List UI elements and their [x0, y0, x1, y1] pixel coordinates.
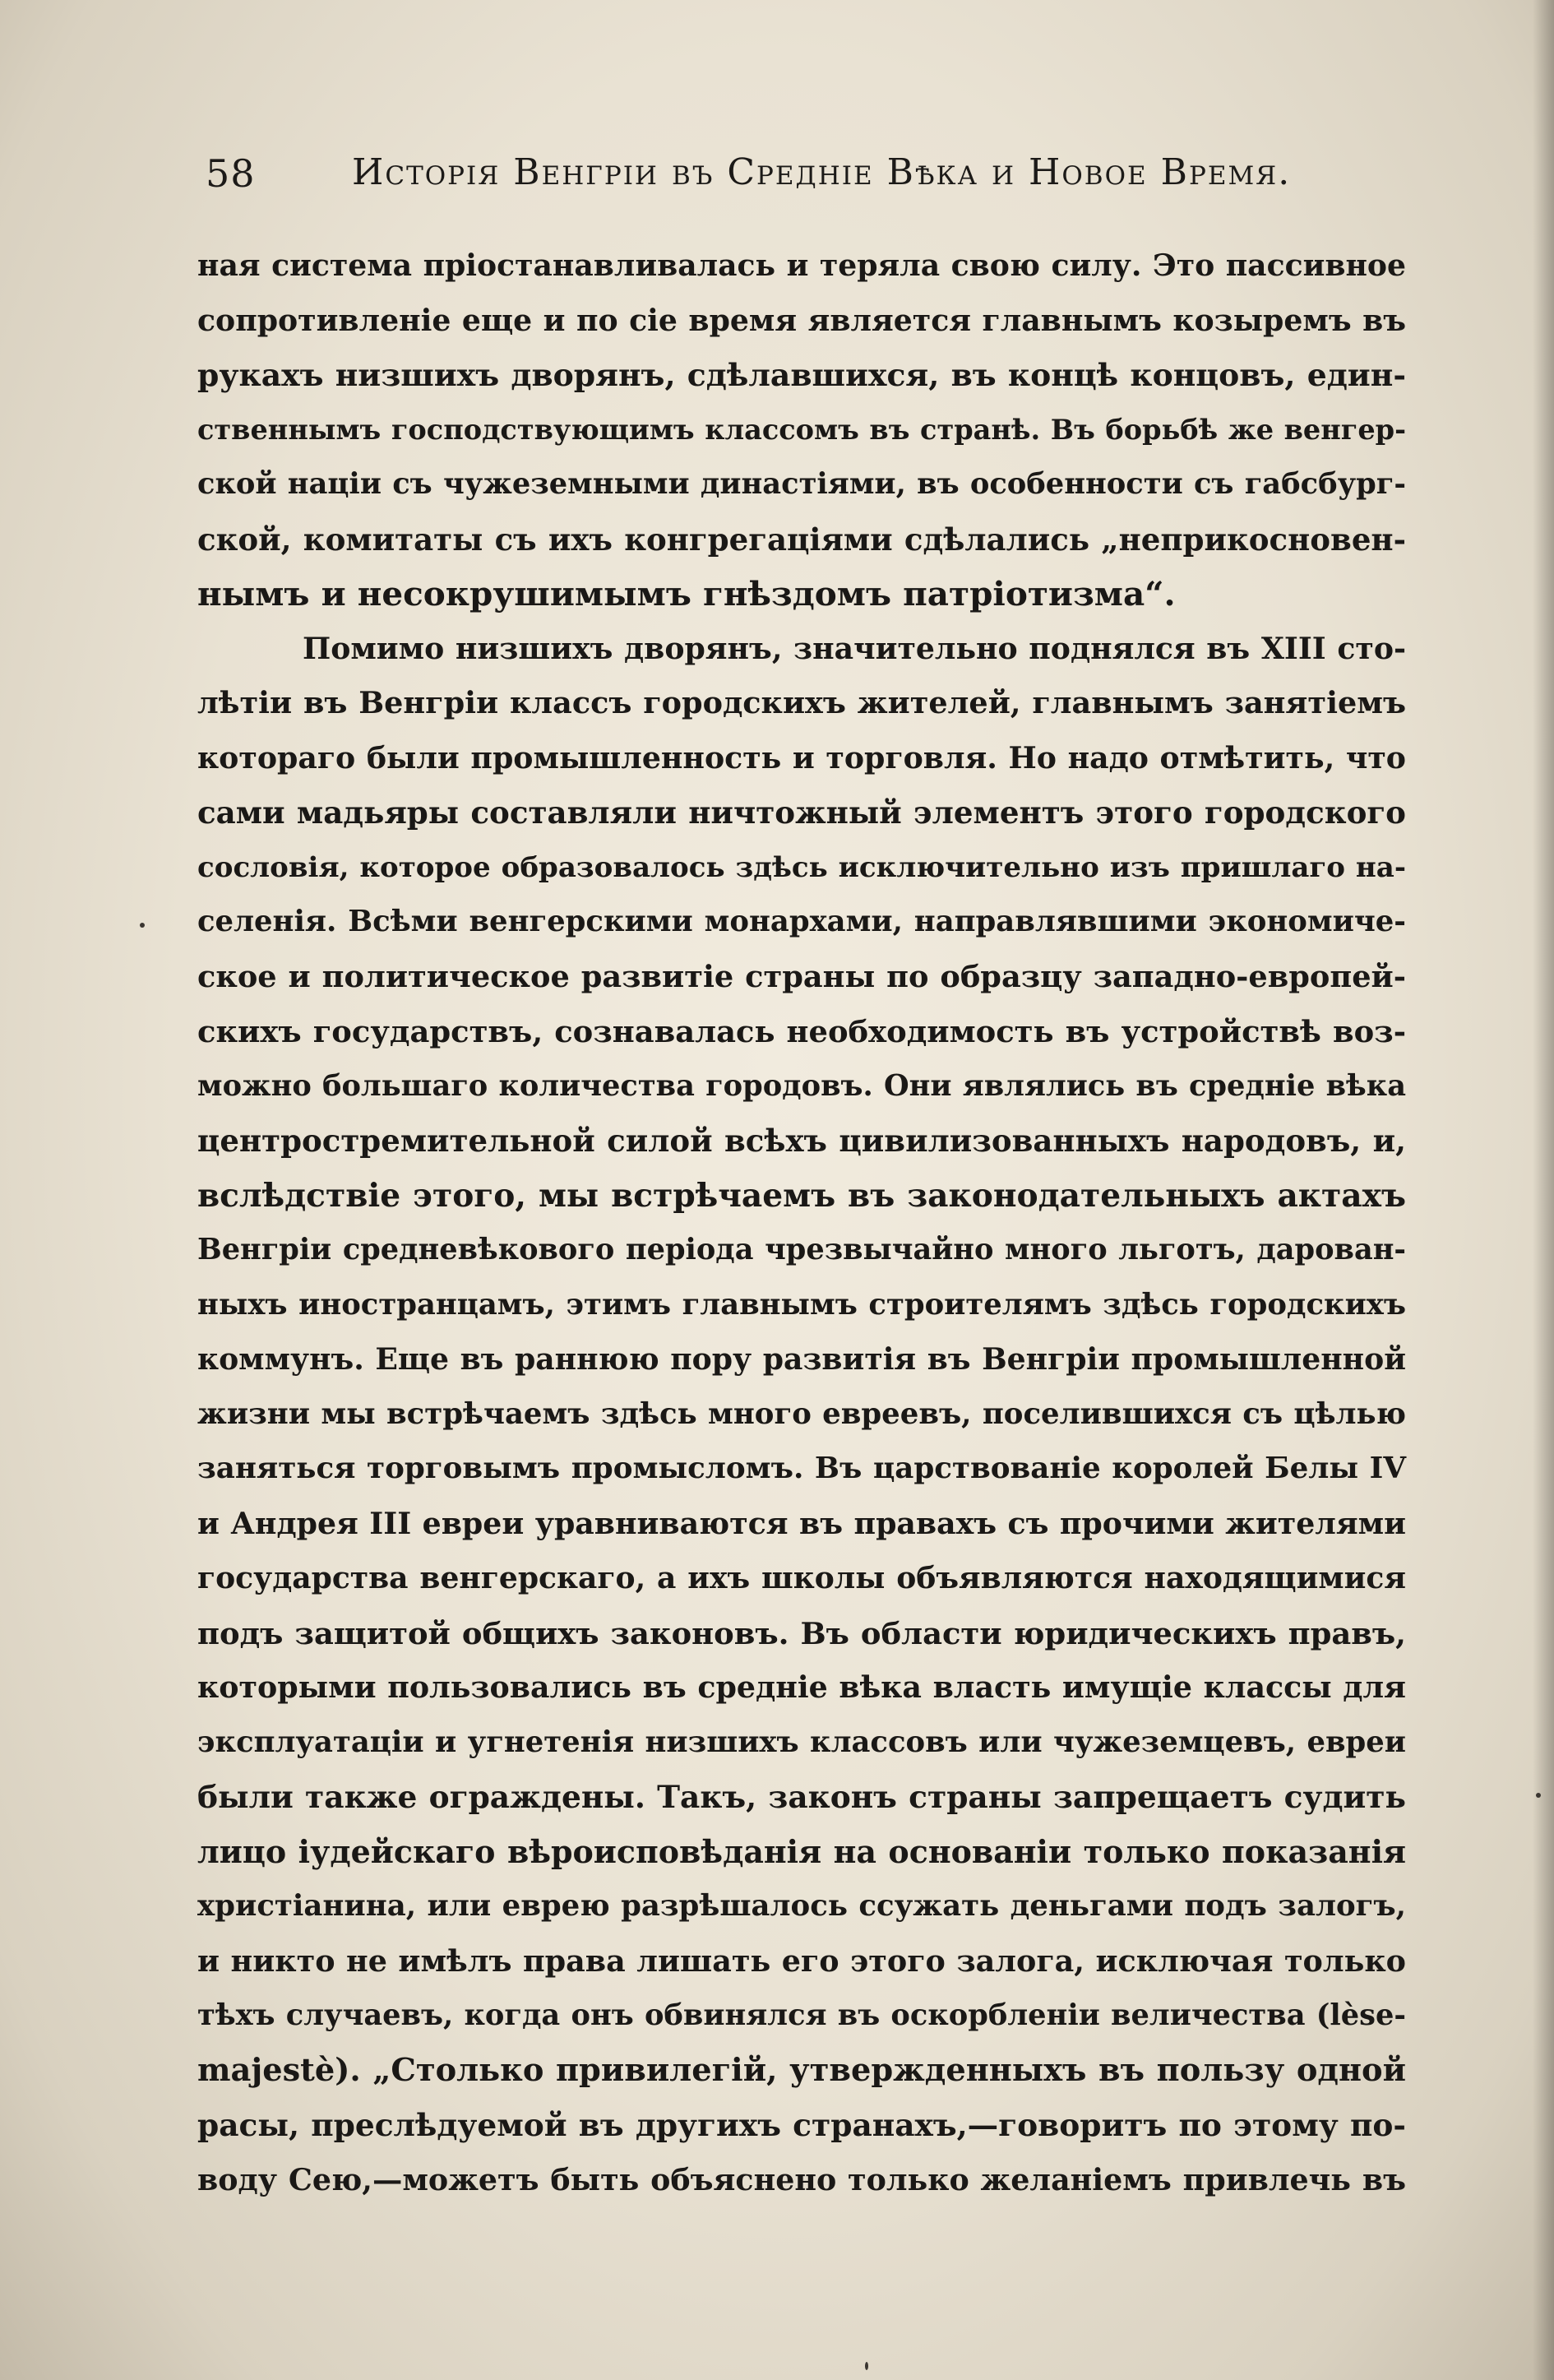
text-line: государства венгерскаго, а ихъ школы объявляются находящимися — [197, 1560, 1406, 1595]
text-line: лѣтіи въ Венгріи классъ городскихъ жителей, главнымъ занятіемъ — [197, 685, 1406, 720]
text-line: селенія. Всѣми венгерскими монархами, направлявшими экономиче- — [197, 905, 1406, 938]
text-line: которыми пользовались въ средніе вѣка власть имущіе классы для — [197, 1669, 1406, 1705]
text-line: ныхъ иностранцамъ, этимъ главнымъ строителямъ здѣсь городскихъ — [197, 1287, 1406, 1322]
body-text — [197, 238, 1406, 2207]
text-line: христіанина, или еврею разрѣшалось ссужать деньгами подъ залогъ, — [197, 1889, 1406, 1923]
ink-speck — [140, 923, 145, 928]
ink-speck — [865, 2362, 868, 2370]
text-line: заняться торговымъ промысломъ. Въ царствованіе королей Белы IV — [197, 1452, 1406, 1485]
ink-speck — [1536, 1793, 1541, 1798]
text-line: Помимо низшихъ дворянъ, значительно поднялся въ XIII сто- — [303, 630, 1406, 666]
text-line: эксплуатаціи и угнетенія низшихъ классовъ или чужеземцевъ, евреи — [197, 1725, 1406, 1759]
text-line: были также ограждены. Такъ, законъ страны запрещаетъ судить — [197, 1779, 1406, 1815]
text-line: ское и политическое развитіе страны по образцу западно-европей- — [197, 958, 1406, 994]
text-line: жизни мы встрѣчаемъ здѣсь много евреевъ, поселившихся съ цѣлью — [197, 1396, 1406, 1431]
text-line: ской націи съ чужеземными династіями, въ особенности съ габсбург- — [197, 467, 1406, 501]
paragraph-1 — [197, 238, 1406, 622]
text-line: рукахъ низшихъ дворянъ, сдѣлавшихся, въ концѣ концовъ, един- — [197, 357, 1406, 393]
text-line: скихъ государствъ, сознавалась необходимость въ устройствѣ воз- — [197, 1013, 1406, 1049]
text-line: коммунъ. Еще въ раннюю пору развитія въ Венгріи промышленной — [197, 1341, 1406, 1377]
running-title: Исторія Венгріи въ Средніе Вѣка и Новое Время. — [352, 151, 1292, 193]
text-line: подъ защитой общихъ законовъ. Въ области юридическихъ правъ, — [197, 1614, 1406, 1651]
page-header — [197, 146, 1292, 204]
page-number: 58 — [206, 151, 256, 196]
text-line: нымъ и несокрушимымъ гнѣздомъ патріотизма“. — [197, 574, 1176, 614]
text-line: ской, комитаты съ ихъ конгрегаціями сдѣлались „неприкосновен- — [197, 521, 1406, 558]
page-edge-shadow — [1533, 0, 1554, 2380]
text-line: котораго были промышленность и торговля. Но надо отмѣтить, что — [197, 739, 1406, 776]
text-line: можно большаго количества городовъ. Они являлись въ средніе вѣка — [197, 1068, 1406, 1103]
text-line: воду Сею,—можетъ быть объяснено только желаніемъ привлечь въ — [197, 2161, 1406, 2197]
text-line: ственнымъ господствующимъ классомъ въ странѣ. Въ борьбѣ же венгер- — [197, 413, 1406, 446]
text-line: Венгріи средневѣкового періода чрезвычайно много льготъ, дарован- — [197, 1233, 1406, 1266]
paragraph-2 — [197, 622, 1406, 2208]
text-line: центростремительной силой всѣхъ цивилизованныхъ народовъ, и, — [197, 1123, 1406, 1159]
text-line: сопротивленіе еще и по сіе время является главнымъ козыремъ въ — [197, 302, 1406, 338]
text-line: сословія, которое образовалось здѣсь исключительно изъ пришлаго на- — [197, 850, 1406, 884]
text-line: majestè). „Столько привилегій, утвержденныхъ въ пользу одной — [197, 2051, 1406, 2089]
text-line: ная система пріостанавливалась и теряла свою силу. Это пассивное — [197, 248, 1406, 283]
text-line: лицо іудейскаго вѣроисповѣданія на основаніи только показанія — [197, 1832, 1406, 1870]
text-line: расы, преслѣдуемой въ другихъ странахъ,—говоритъ по этому по- — [197, 2107, 1406, 2143]
text-line: и никто не имѣлъ права лишать его этого залога, исключая только — [197, 1942, 1406, 1979]
text-line: сами мадьяры составляли ничтожный элементъ этого городского — [197, 794, 1406, 831]
text-line: и Андрея III евреи уравниваются въ правахъ съ прочими жителями — [197, 1505, 1406, 1541]
text-line: тѣхъ случаевъ, когда онъ обвинялся въ оскорбленіи величества (lèse- — [197, 1998, 1406, 2032]
text-line: вслѣдствіе этого, мы встрѣчаемъ въ законодательныхъ актахъ — [197, 1176, 1406, 1215]
